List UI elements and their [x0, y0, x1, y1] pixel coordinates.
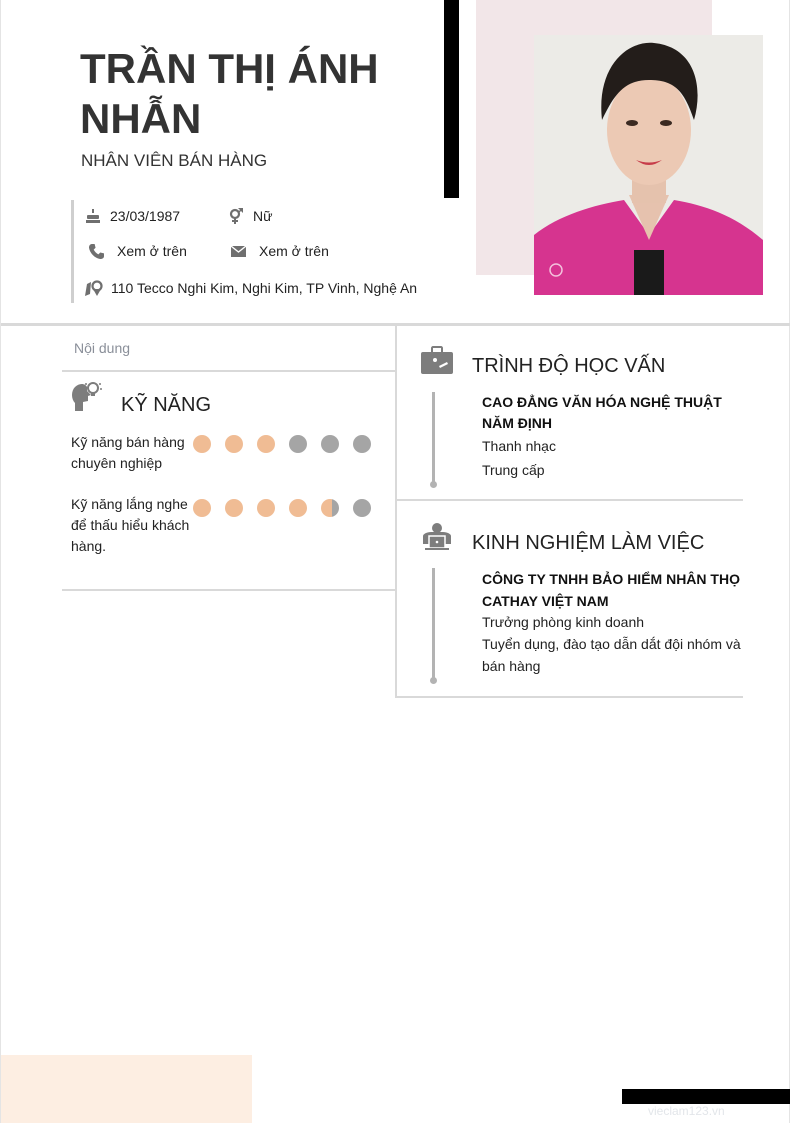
gender-icon	[227, 208, 245, 224]
decorative-black-bar-bottom	[622, 1089, 790, 1104]
gender-value: Nữ	[253, 208, 273, 224]
birthday-row	[84, 208, 180, 224]
education-level: Trung cấp	[482, 462, 545, 478]
decorative-black-bar-top	[444, 0, 459, 198]
experience-description: Tuyển dụng, đào tạo dẫn dắt đội nhóm và bán hàng	[482, 636, 741, 674]
experience-position: Trưởng phòng kinh doanh	[482, 614, 645, 630]
content-placeholder[interactable]: Nội dung	[74, 340, 131, 356]
education-title: TRÌNH ĐỘ HỌC VẤN	[472, 355, 666, 377]
head-lightbulb-icon	[71, 381, 103, 416]
email-value: Xem ở trên	[259, 243, 329, 259]
skill-name: Kỹ năng bán hàng chuyên nghiệp	[71, 434, 185, 471]
birthday-value: 23/03/1987	[110, 208, 181, 224]
rating-dot-empty	[353, 499, 371, 517]
rating-dot-filled	[193, 499, 211, 517]
school-name: CAO ĐẲNG VĂN HÓA NGHỆ THUẬT NĂM ĐỊNH	[482, 394, 722, 431]
divider-line	[62, 370, 396, 372]
decorative-peach-block	[1, 1055, 252, 1123]
rating-dot-empty	[321, 435, 339, 453]
watermark: vieclam123.vn	[648, 1104, 725, 1118]
phone-icon	[87, 243, 105, 259]
company-name: CÔNG TY TNHH BẢO HIỂM NHÂN THỌ CATHAY VIỆT NAM	[482, 571, 740, 609]
profile-photo	[534, 35, 763, 295]
column-divider	[395, 326, 397, 698]
gender-row	[227, 208, 272, 224]
rating-dot-empty	[353, 435, 371, 453]
rating-dot-partial	[321, 499, 339, 517]
briefcase-icon	[421, 346, 453, 379]
rating-dot-filled	[225, 499, 243, 517]
experience-timeline	[432, 568, 435, 680]
rating-dot-empty	[289, 435, 307, 453]
skill-name: Kỹ năng lắng nghe để thấu hiểu khách hàng.	[71, 496, 190, 554]
skill-rating	[193, 435, 371, 453]
map-pin-icon	[85, 280, 103, 296]
divider-line	[397, 499, 743, 501]
phone-value: Xem ở trên	[117, 243, 187, 259]
education-major: Thanh nhạc	[482, 438, 556, 454]
rating-dot-filled	[257, 499, 275, 517]
envelope-icon	[229, 243, 247, 259]
candidate-name: TRẦN THỊ ÁNH NHẪN	[80, 45, 379, 142]
rating-dot-filled	[257, 435, 275, 453]
rating-dot-filled	[289, 499, 307, 517]
divider-line	[62, 589, 396, 591]
email-row	[229, 243, 329, 259]
rating-dot-filled	[193, 435, 211, 453]
experience-title: KINH NGHIỆM LÀM VIỆC	[472, 532, 705, 554]
skills-title: KỸ NĂNG	[121, 394, 212, 416]
contact-info	[71, 200, 441, 303]
rating-dot-filled	[225, 435, 243, 453]
address-value: 110 Tecco Nghi Kim, Nghi Kim, TP Vinh, Nghệ An	[111, 280, 418, 296]
address-row	[85, 280, 417, 296]
education-timeline	[432, 392, 435, 484]
skill-rating	[193, 499, 371, 517]
divider-line	[397, 696, 743, 698]
person-laptop-icon	[421, 522, 453, 555]
job-title: NHÂN VIÊN BÁN HÀNG	[81, 151, 268, 170]
birthday-cake-icon	[84, 208, 102, 224]
phone-row	[87, 243, 187, 259]
